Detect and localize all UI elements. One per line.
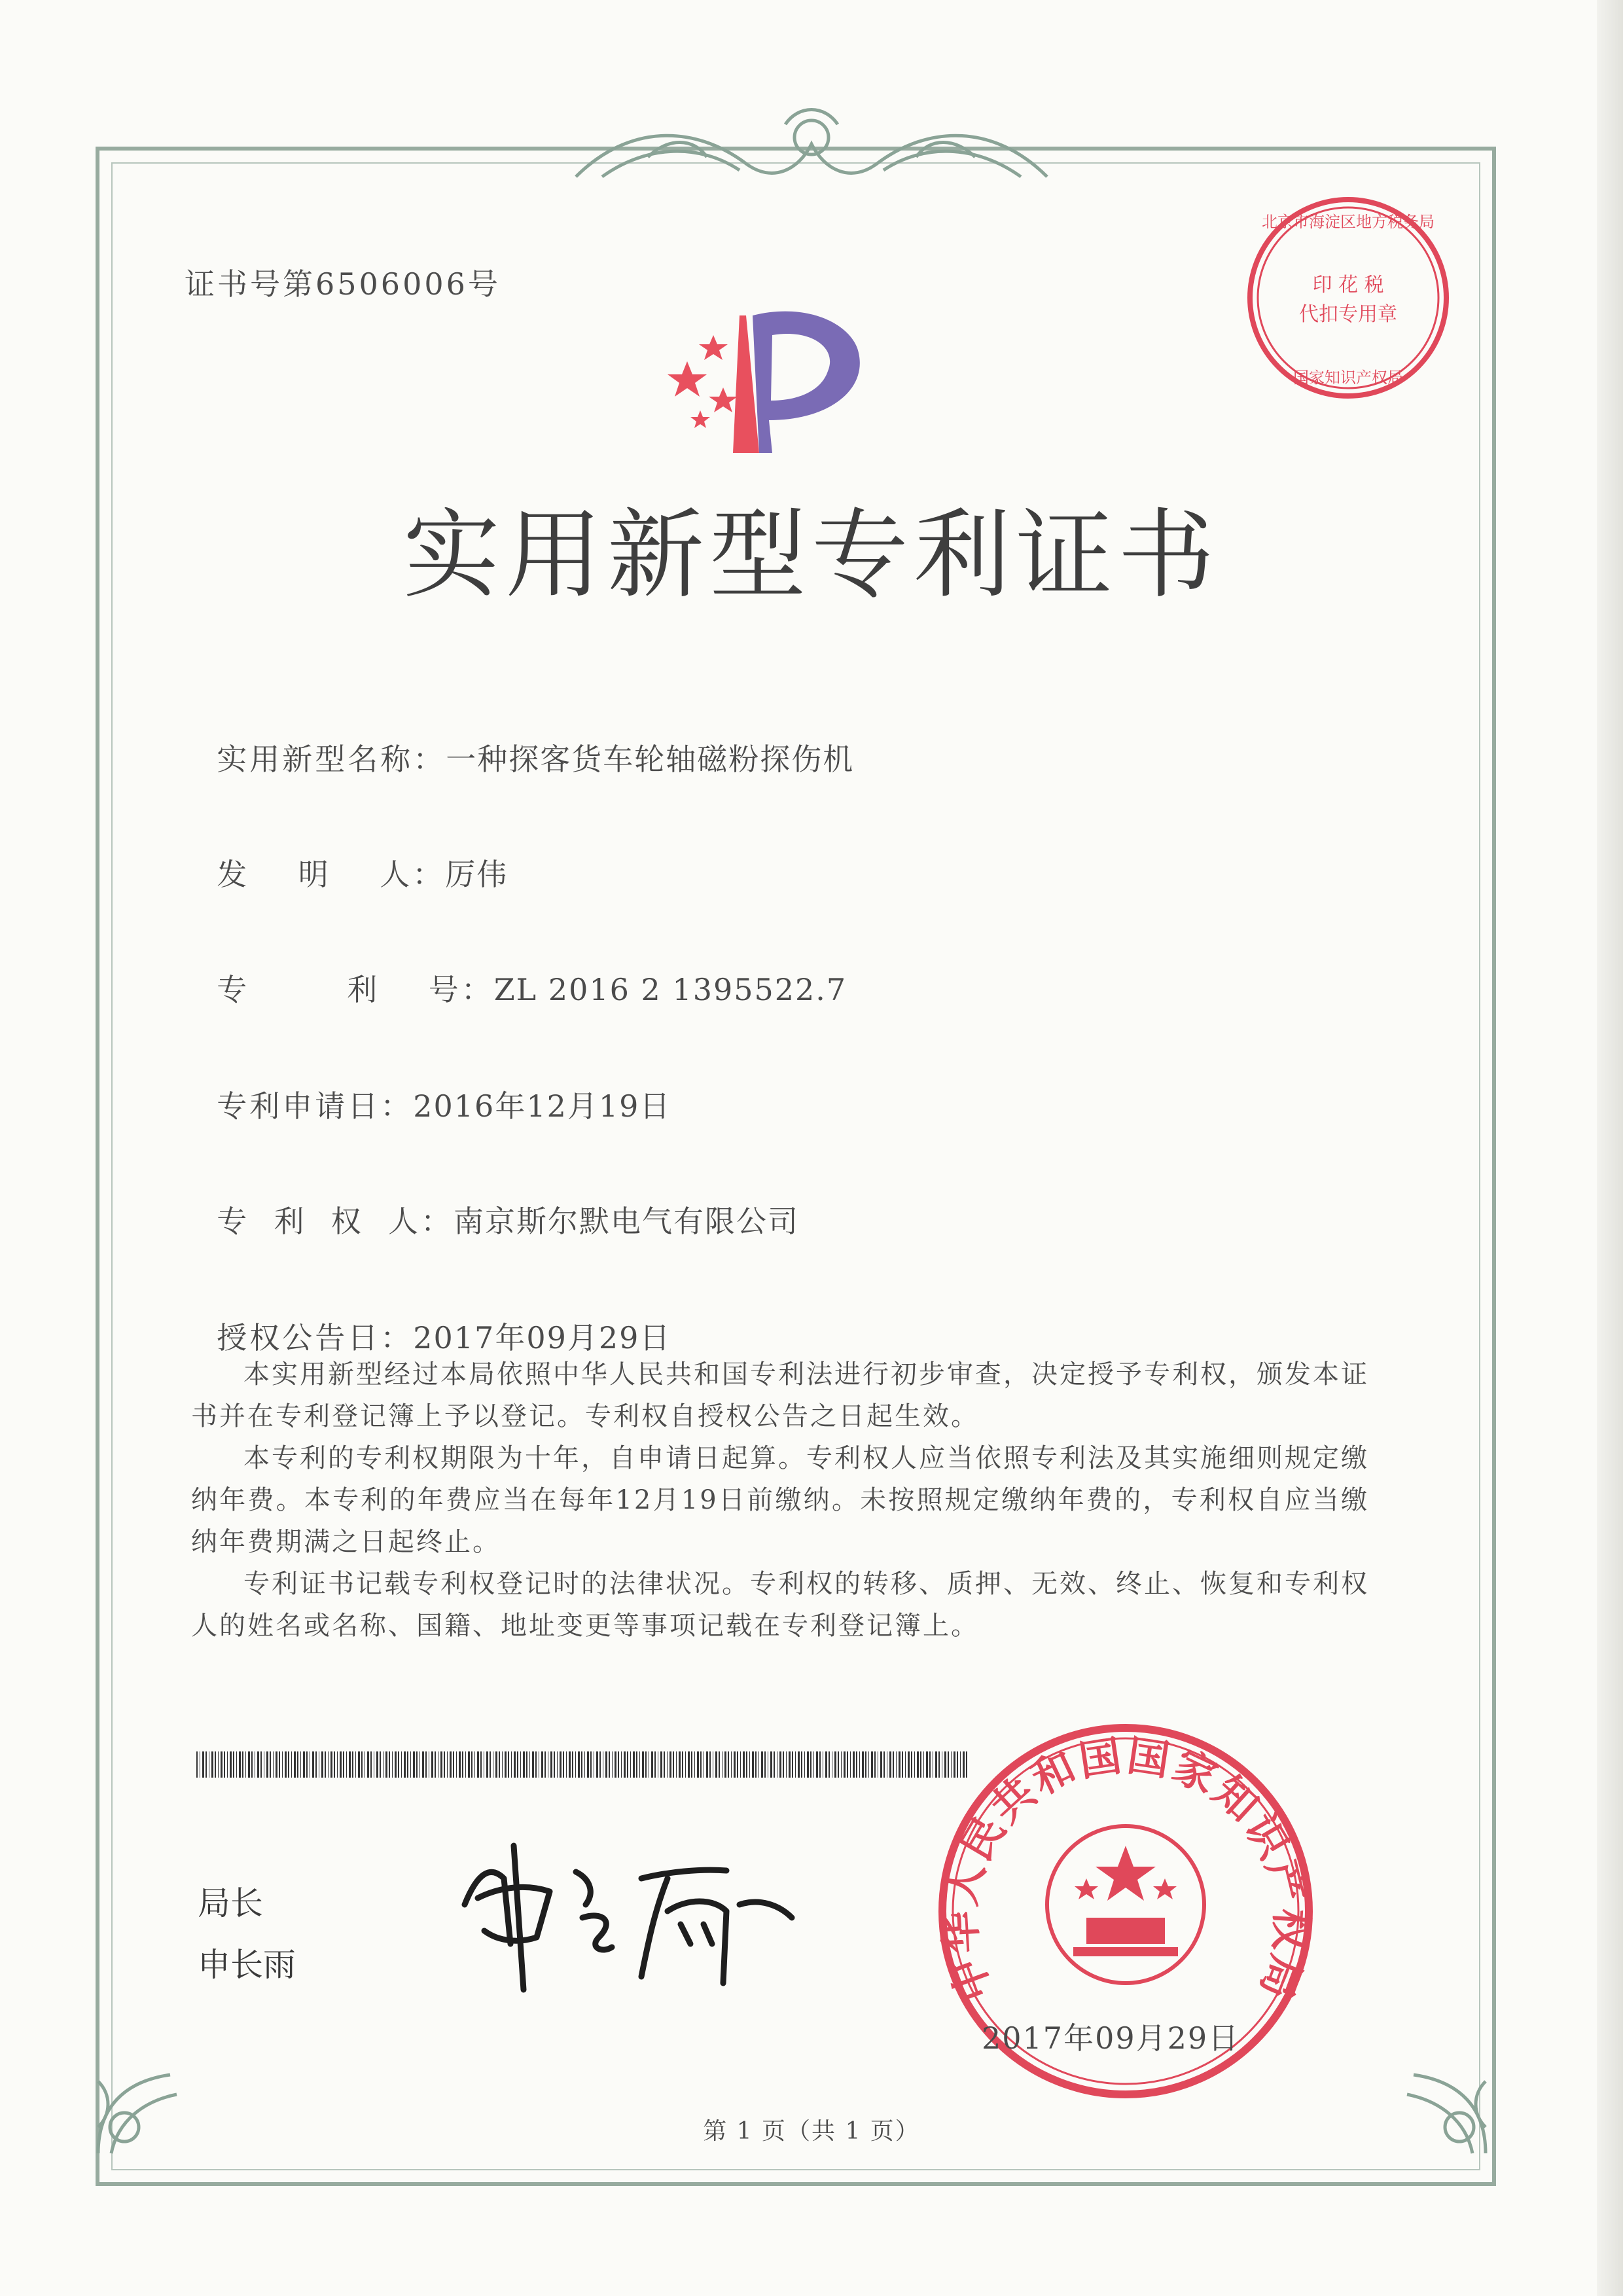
field-patentee [198,1162,799,1241]
handwritten-signature [452,1833,805,2003]
field-label: 专 利 权 人： [217,1204,454,1239]
body-paragraph-1: 本实用新型经过本局依照中华人民共和国专利法进行初步审查，决定授予专利权，颁发本证书并在专利登记簿上予以登记。专利权自授权公告之日起生效。 [191,1359,1369,1431]
field-label: 专 利 号： [217,972,494,1007]
field-value: 南京斯尔默电气有限公司 [453,1204,799,1239]
top-ornament [550,98,1073,196]
tax-stamp-seal [1237,187,1459,409]
field-value: 厉伟 [445,857,508,892]
patent-office-logo [661,257,923,453]
office-seal-ring-text: 中华人民共和国国家知识产权局 [936,1731,1315,2007]
field-utility-model-name [198,700,854,779]
tax-seal-center-line2: 代扣专用章 [1299,303,1397,326]
field-application-date [198,1047,671,1126]
field-label: 专利申请日： [217,1088,414,1124]
body-paragraph-2: 本专利的专利权期限为十年，自申请日起算。专利权人应当依照专利法及其实施细则规定缴纳年费。本专利的年费应当在每年12月19日前缴纳。未按照规定缴纳年费的，专利权自应当缴纳年费期满之日起终止。 [191,1443,1369,1557]
tax-seal-ring-top: 北京市海淀区地方税务局 [1262,213,1435,231]
field-label: 发 明 人： [217,857,446,892]
field-value: 2017年09月29日 [413,1320,671,1355]
field-inventor [198,816,508,894]
field-value: 一种探客货车轮轴磁粉探伤机 [446,742,855,777]
corner-ornament-left [85,2055,196,2166]
certificate-number: 证书号第6506006号 [185,266,501,302]
field-patent-number [198,931,847,1009]
tax-seal-ring-bottom: 国家知识产权局 [1293,368,1403,387]
scan-edge [1597,0,1623,2296]
director-title: 局长 [198,1884,263,1922]
seal-date: 2017年09月29日 [982,2020,1240,2056]
body-paragraph-3: 专利证书记载专利权登记时的法律状况。专利权的转移、质押、无效、终止、恢复和专利权人的姓名或名称、国籍、地址变更等事项记载在专利登记簿上。 [191,1569,1369,1641]
page-number: 第 1 页（共 1 页） [703,2118,920,2145]
field-value: 2016年12月19日 [413,1088,671,1124]
tax-seal-center-line1: 印 花 税 [1312,274,1384,296]
corner-ornament-right [1387,2055,1499,2166]
field-label: 实用新型名称： [217,742,446,777]
field-grant-date [198,1279,671,1357]
certificate-body [191,1354,1369,1647]
certificate-title: 实用新型专利证书 [403,499,1220,611]
field-value: ZL 2016 2 1395522.7 [493,972,847,1007]
director-name: 申长雨 [198,1946,296,1984]
barcode [196,1751,969,1778]
field-label: 授权公告日： [217,1320,414,1355]
